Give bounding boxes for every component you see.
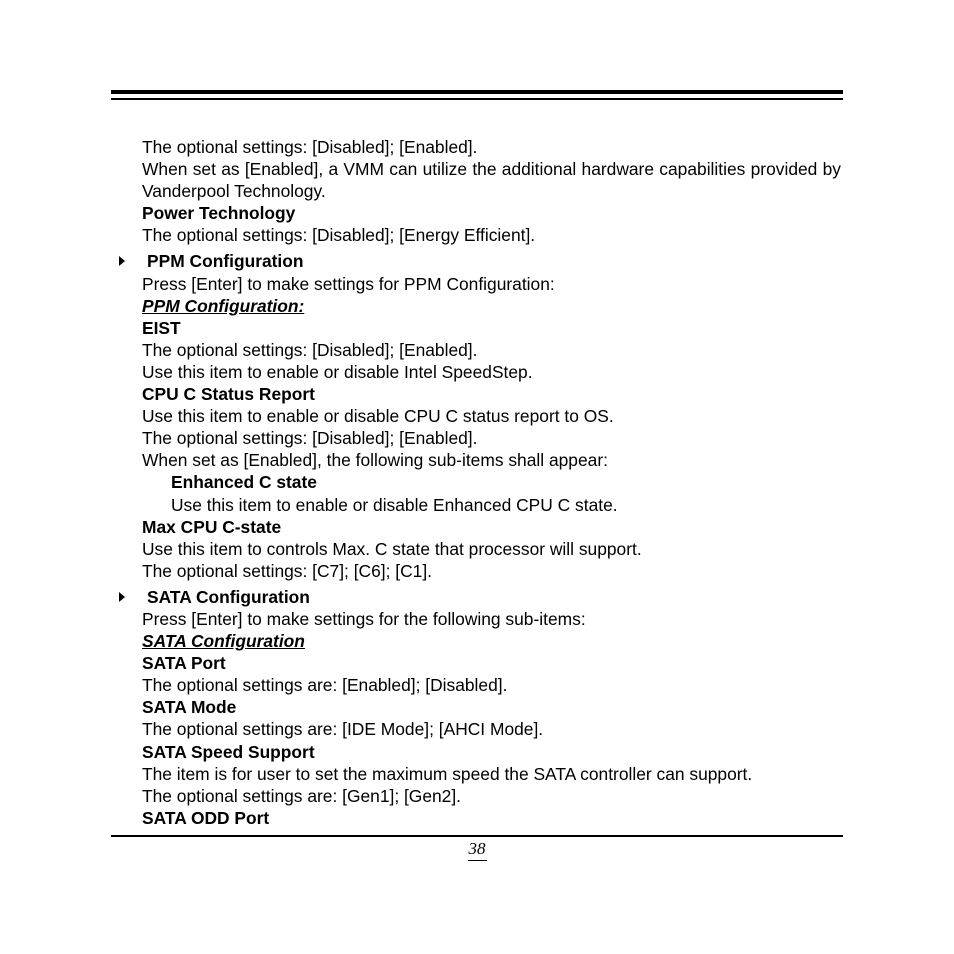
ppm-configuration-heading: PPM Configuration <box>147 251 304 272</box>
max-cpu-c-state-heading: Max CPU C-state <box>142 516 282 537</box>
manual-page-body <box>142 136 841 829</box>
sata-configuration-heading: SATA Configuration <box>147 586 310 607</box>
triangle-right-icon <box>119 592 125 602</box>
max-cpu-c-state-description: Use this item to controls Max. C state that processor will support. <box>142 538 642 559</box>
sata-configuration-section <box>142 586 841 608</box>
cpu-c-status-description: Use this item to enable or disable CPU C status report to OS. <box>142 406 614 427</box>
footer-rule <box>111 835 843 837</box>
power-technology-heading: Power Technology <box>142 203 296 224</box>
enhanced-c-state-description: Use this item to enable or disable Enhanced CPU C state. <box>171 494 618 515</box>
cpu-c-status-heading: CPU C Status Report <box>142 384 315 405</box>
sata-configuration-subtitle: SATA Configuration <box>142 631 305 652</box>
sata-port-heading: SATA Port <box>142 653 226 674</box>
header-rule-bottom <box>111 98 843 100</box>
sata-port-options: The optional settings are: [Enabled]; [Disabled]. <box>142 675 508 696</box>
vt-description-text: When set as [Enabled], a VMM can utilize the additional hardware capabilities provided by Vanderpool Technology. <box>142 159 841 202</box>
sata-speed-support-heading: SATA Speed Support <box>142 741 315 762</box>
power-technology-options: The optional settings: [Disabled]; [Energy Efficient]. <box>142 225 536 246</box>
sata-odd-port-heading: SATA ODD Port <box>142 807 270 828</box>
ppm-configuration-subtitle: PPM Configuration: <box>142 295 305 316</box>
sata-speed-support-description: The item is for user to set the maximum speed the SATA controller can support. <box>142 763 753 784</box>
sata-speed-support-options: The optional settings are: [Gen1]; [Gen2]. <box>142 785 462 806</box>
sata-mode-heading: SATA Mode <box>142 697 237 718</box>
vt-options-text: The optional settings: [Disabled]; [Enabled]. <box>142 137 478 157</box>
page-number <box>0 839 954 859</box>
eist-description: Use this item to enable or disable Intel SpeedStep. <box>142 361 533 382</box>
max-cpu-c-state-options: The optional settings: [C7]; [C6]; [C1]. <box>142 560 432 581</box>
page-number-text: 38 <box>468 839 487 861</box>
triangle-right-icon <box>119 256 125 266</box>
cpu-c-status-options: The optional settings: [Disabled]; [Enabled]. <box>142 428 478 449</box>
ppm-configuration-section <box>142 250 841 272</box>
cpu-c-status-subitems-text: When set as [Enabled], the following sub-items shall appear: <box>142 450 608 471</box>
enhanced-c-state-heading: Enhanced C state <box>171 472 317 493</box>
ppm-press-text: Press [Enter] to make settings for PPM Configuration: <box>142 273 555 294</box>
eist-heading: EIST <box>142 317 181 338</box>
header-rule-top <box>111 90 843 94</box>
sata-press-text: Press [Enter] to make settings for the following sub-items: <box>142 608 586 629</box>
sata-mode-options: The optional settings are: [IDE Mode]; [AHCI Mode]. <box>142 719 544 740</box>
eist-options: The optional settings: [Disabled]; [Enabled]. <box>142 339 478 360</box>
